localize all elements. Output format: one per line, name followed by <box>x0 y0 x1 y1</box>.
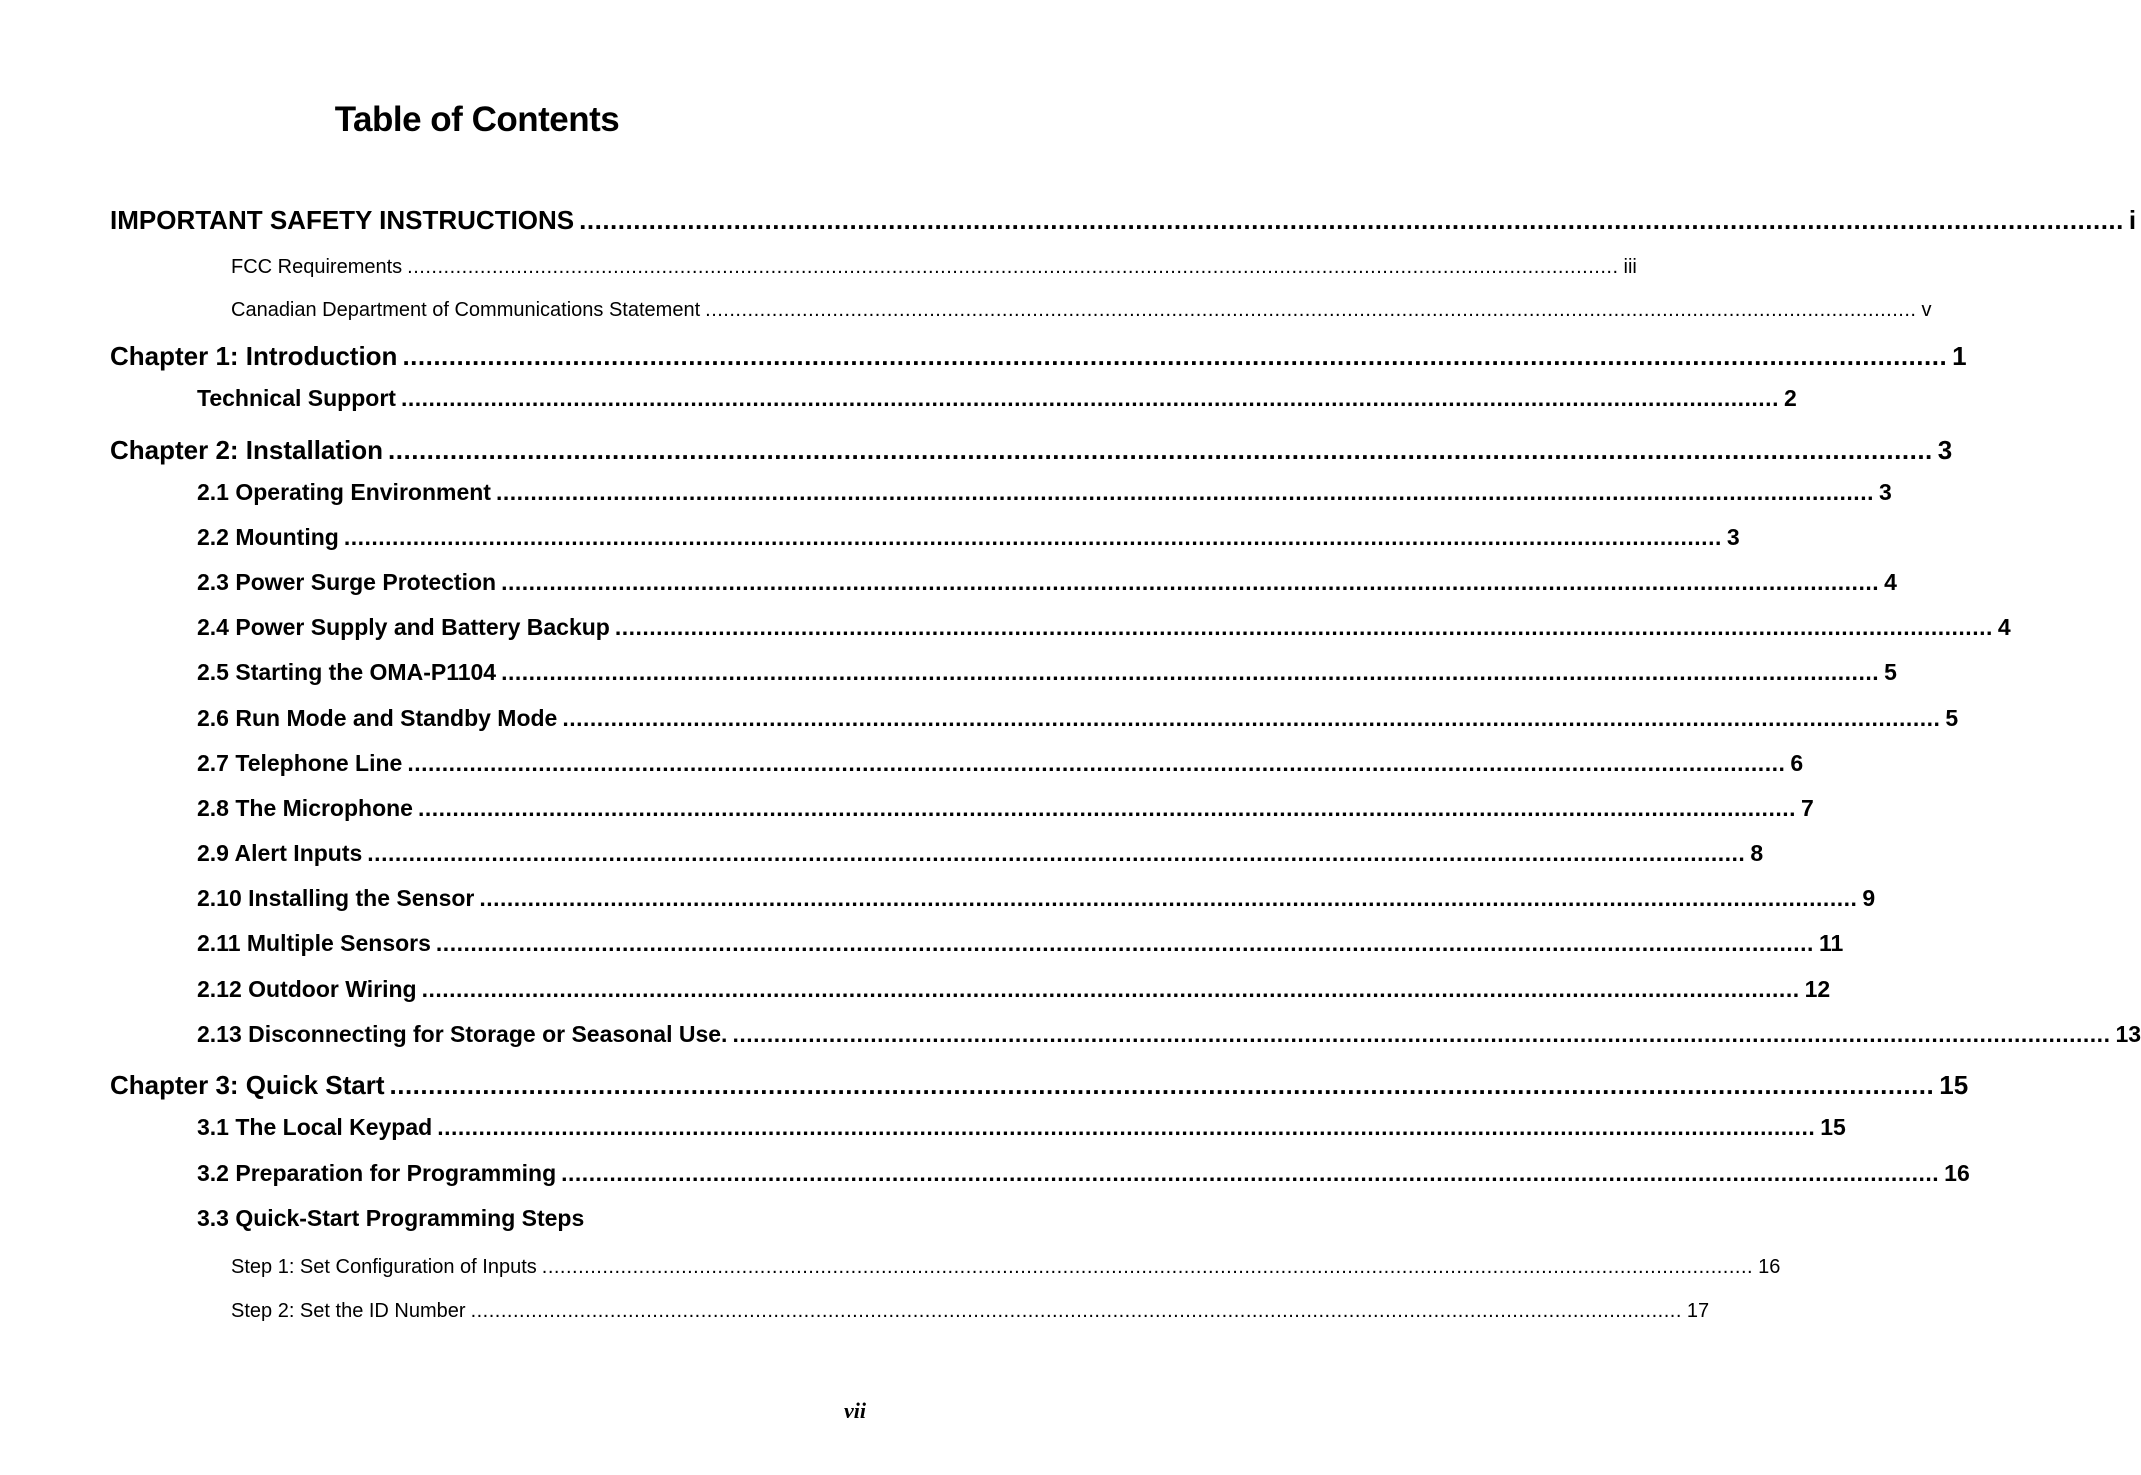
toc-entry-page: 15 <box>1820 1114 1846 1140</box>
toc-entry-label: Chapter 1: Introduction <box>110 341 398 371</box>
toc-entry-label: Step 1: Set Configuration of Inputs <box>231 1256 537 1278</box>
dot-leader: ........................................................................................................................................................................................................ <box>562 705 1941 731</box>
toc-entry-label: 2.6 Run Mode and Standby Mode <box>197 705 558 731</box>
dot-leader: ........................................................................................................................................................................................................ <box>389 1070 1935 1100</box>
toc-entry-page: 17 <box>1686 1300 1710 1322</box>
dot-leader: ........................................................................................................................................................................................................ <box>400 385 1779 411</box>
toc-entry-label: 2.12 Outdoor Wiring <box>197 976 417 1002</box>
dot-leader: ........................................................................................................................................................................................................ <box>732 1021 2111 1047</box>
dot-leader: ........................................................................................................................................................................................................ <box>437 1114 1816 1140</box>
toc-entry-label: IMPORTANT SAFETY INSTRUCTIONS <box>110 205 575 235</box>
toc-entry-page: 15 <box>1939 1070 1969 1100</box>
toc-entry[interactable] <box>110 1070 1969 1104</box>
dot-leader: ........................................................................................................................................................................................................ <box>495 479 1874 505</box>
page-number: vii <box>844 1398 866 1423</box>
dot-leader: ........................................................................................................................................................................................................ <box>614 614 1993 640</box>
page-title: Table of Contents <box>334 100 620 139</box>
toc-entry-label: 2.13 Disconnecting for Storage or Seasonal Use. <box>197 1021 728 1047</box>
toc-entry-label: 2.4 Power Supply and Battery Backup <box>197 614 610 640</box>
toc-entry[interactable] <box>110 341 1967 375</box>
toc-entry-page: 7 <box>1801 795 1814 821</box>
toc-entry[interactable] <box>231 1256 1781 1284</box>
toc-entry-page: 4 <box>1997 614 2011 640</box>
toc-entry-label: 2.1 Operating Environment <box>197 479 491 505</box>
dot-leader: ........................................................................................................................................................................................................ <box>579 205 2124 235</box>
dot-leader: ........................................................................................................................................................................................................ <box>705 299 1917 321</box>
dot-leader: ........................................................................................................................................................................................................ <box>470 1300 1682 1322</box>
dot-leader: ........................................................................................................................................................................................................ <box>479 885 1858 911</box>
toc-entry-label: 3.2 Preparation for Programming <box>197 1160 557 1186</box>
toc-entry-page: i <box>2128 205 2137 235</box>
dot-leader: ........................................................................................................................................................................................................ <box>402 341 1948 371</box>
toc-entry[interactable] <box>197 750 1804 780</box>
dot-leader: ........................................................................................................................................................................................................ <box>501 659 1880 685</box>
toc-entry-page: 2 <box>1783 385 1797 411</box>
toc-entry[interactable] <box>110 205 2137 239</box>
toc-entry-label: 2.3 Power Surge Protection <box>197 569 497 595</box>
toc-entry-page: 3 <box>1878 479 1892 505</box>
toc-entry[interactable] <box>197 840 1764 870</box>
toc-entry[interactable] <box>197 385 1797 415</box>
toc-entry[interactable] <box>231 256 1637 284</box>
toc-entry[interactable] <box>231 1300 1710 1328</box>
toc-entry-label: 3.3 Quick-Start Programming Steps <box>197 1205 585 1231</box>
toc-entry-label: FCC Requirements <box>231 256 403 278</box>
toc-entry-label: 2.10 Installing the Sensor <box>197 885 475 911</box>
toc-entry-page: 13 <box>2115 1021 2141 1047</box>
dot-leader: ........................................................................................................................................................................................................ <box>343 524 1722 550</box>
toc-entry-label: Chapter 2: Installation <box>110 435 384 465</box>
toc-entry[interactable] <box>197 976 1831 1006</box>
toc-entry[interactable] <box>197 705 1959 735</box>
toc-entry[interactable] <box>231 299 1932 327</box>
toc-entry-page: 5 <box>1945 705 1959 731</box>
toc-entry[interactable] <box>197 614 2011 644</box>
dot-leader: ........................................................................................................................................................................................................ <box>367 840 1746 866</box>
dot-leader: ........................................................................................................................................................................................................ <box>417 795 1797 821</box>
dot-leader: ........................................................................................................................................................................................................ <box>501 569 1880 595</box>
toc-entry-page: 1 <box>1952 341 1967 371</box>
toc-entry-page: 3 <box>1726 524 1740 550</box>
toc-entry-page: 4 <box>1884 569 1897 595</box>
toc-entry-label: Chapter 3: Quick Start <box>110 1070 385 1100</box>
toc-entry-page: 16 <box>1944 1160 1970 1186</box>
toc-entry-label: 2.7 Telephone Line <box>197 750 403 776</box>
toc-entry-label: 3.1 The Local Keypad <box>197 1114 433 1140</box>
toc-entry-label: 2.11 Multiple Sensors <box>197 930 431 956</box>
toc-entry[interactable] <box>197 1160 1970 1190</box>
toc-entry[interactable] <box>110 435 1953 469</box>
toc-entry-label: Step 2: Set the ID Number <box>231 1300 466 1322</box>
toc-entry-page: 8 <box>1750 840 1764 866</box>
toc-entry[interactable] <box>197 569 1897 599</box>
dot-leader: ........................................................................................................................................................................................................ <box>561 1160 1940 1186</box>
dot-leader: ........................................................................................................................................................................................................ <box>388 435 1933 465</box>
toc-entry-page: 5 <box>1884 659 1897 685</box>
toc-entry-page: 3 <box>1937 435 1953 465</box>
toc-entry-page: 16 <box>1758 1256 1781 1278</box>
toc-entry-label: 2.5 Starting the OMA-P1104 <box>197 659 497 685</box>
toc-entry-page: 6 <box>1790 750 1804 776</box>
toc-entry-page: 11 <box>1818 930 1844 956</box>
toc-entry[interactable] <box>197 479 1892 509</box>
dot-leader: ........................................................................................................................................................................................................ <box>407 256 1619 278</box>
toc-entry[interactable] <box>197 1021 2141 1051</box>
toc-entry-page: 12 <box>1804 976 1831 1002</box>
toc-entry[interactable] <box>197 659 1897 689</box>
toc-entry-page: v <box>1921 299 1932 321</box>
toc-entry-label: 2.8 The Microphone <box>197 795 413 821</box>
toc-entry-label: Canadian Department of Communications Statement <box>231 299 701 321</box>
toc-entry-label: Technical Support <box>197 385 396 411</box>
dot-leader: ........................................................................................................................................................................................................ <box>435 930 1814 956</box>
toc-entry-page: 9 <box>1862 885 1876 911</box>
toc-entry-label: 2.9 Alert Inputs <box>197 840 363 866</box>
toc-entry-page: iii <box>1623 256 1637 278</box>
toc-entry[interactable] <box>197 1114 1846 1144</box>
toc-entry[interactable] <box>197 524 1740 554</box>
toc-entry[interactable] <box>197 930 1844 960</box>
dot-leader: ........................................................................................................................................................................................................ <box>541 1256 1754 1278</box>
toc-entry[interactable] <box>197 1205 846 1235</box>
toc-entry[interactable] <box>197 885 1876 915</box>
dot-leader: ........................................................................................................................................................................................................ <box>421 976 1800 1002</box>
toc-entry[interactable] <box>197 795 1814 825</box>
toc-entry-label: 2.2 Mounting <box>197 524 339 550</box>
dot-leader: ........................................................................................................................................................................................................ <box>407 750 1786 776</box>
